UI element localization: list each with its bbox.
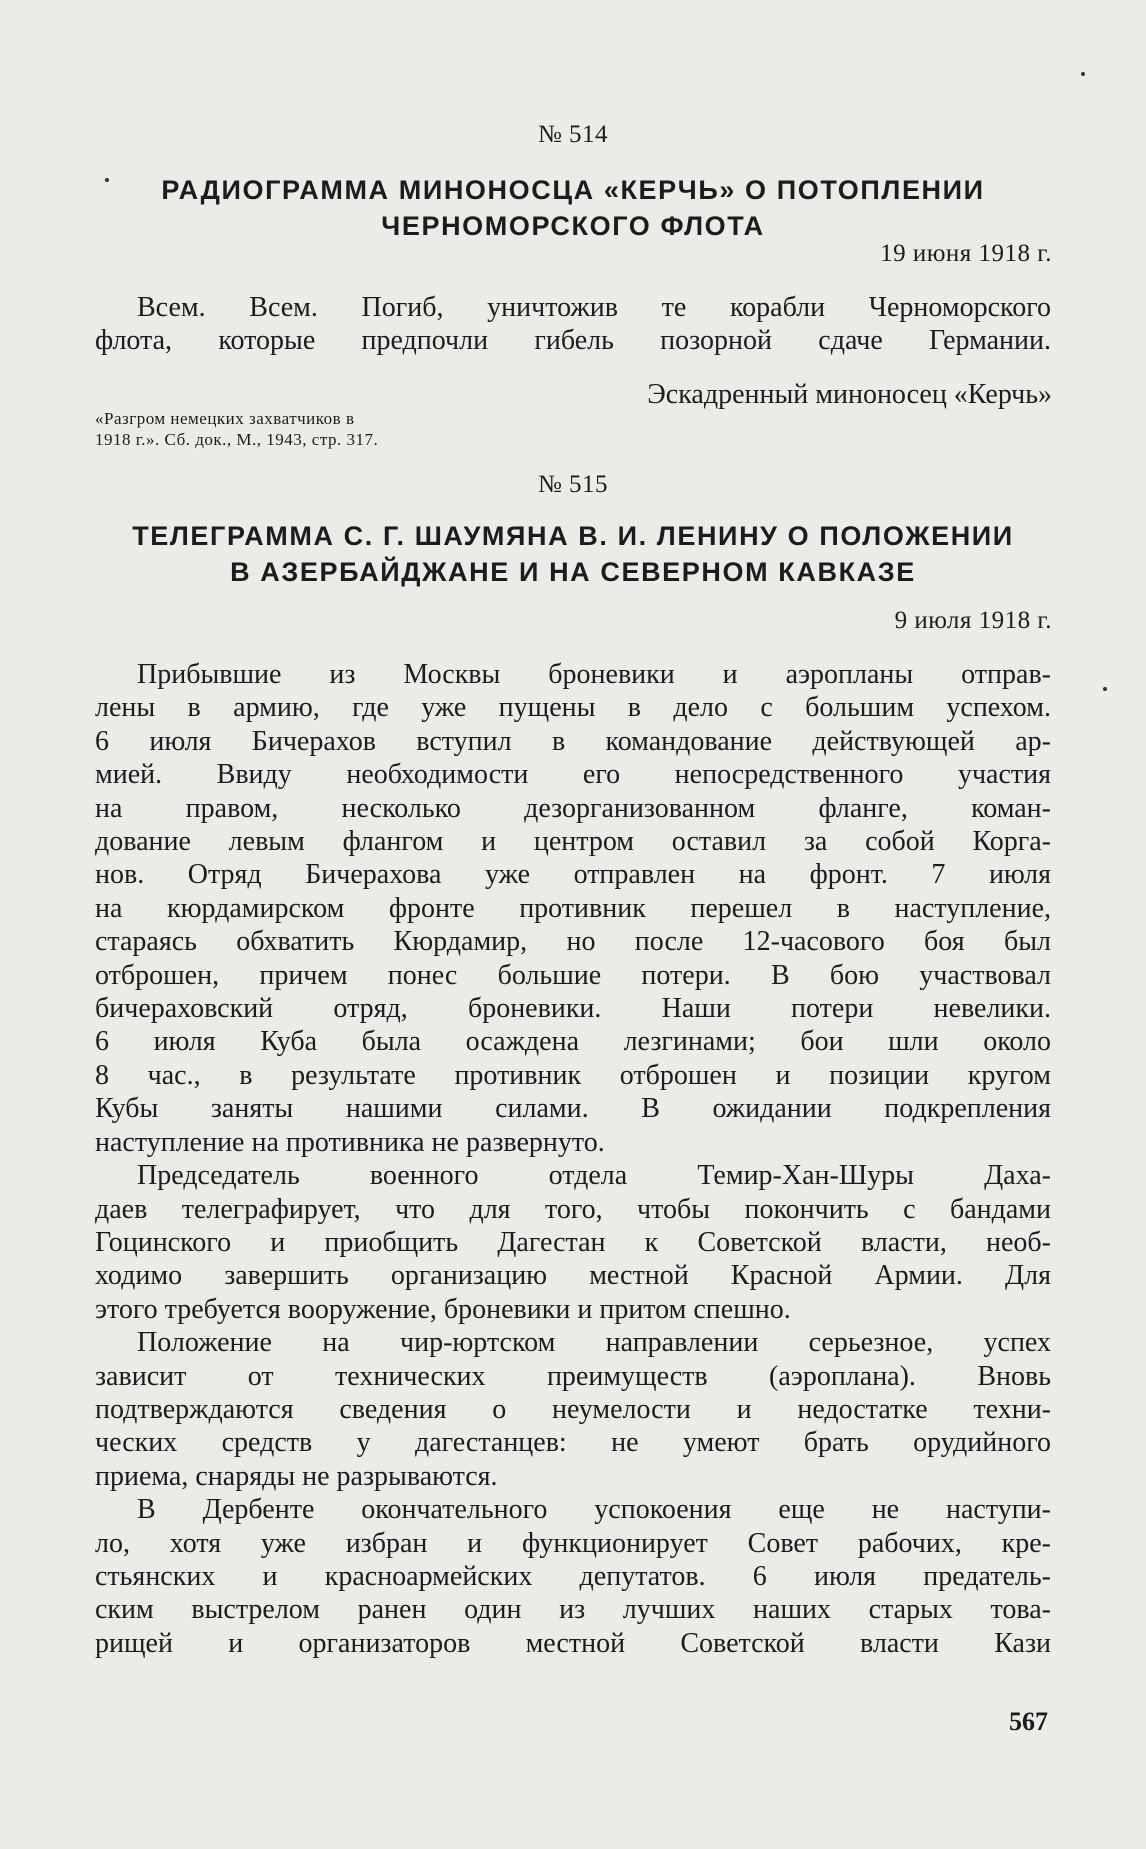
doc-514-body <box>95 291 1051 358</box>
body-line: стараясь обхватить Кюрдамир, но после 12-часового боя был <box>95 926 1051 958</box>
body-line: 8 час., в результате противник отброшен и позиции кругом <box>95 1059 1051 1091</box>
source-line: «Разгром немецких захватчиков в <box>95 409 355 428</box>
body-line: отброшен, причем понес большие потери. В бою участвовал <box>95 959 1051 991</box>
doc-514-signature: Эскадренный миноносец «Керчь» <box>647 379 1052 410</box>
page-number: 567 <box>1009 1707 1048 1736</box>
doc-514-title-line: ЧЕРНОМОРСКОГО ФЛОТА <box>381 211 765 241</box>
body-line: 6 июля Куба была осаждена лезгинами; бои шли около <box>95 1026 1051 1058</box>
body-line: нов. Отряд Бичерахова уже отправлен на фронт. 7 июля <box>95 859 1051 891</box>
body-line: дование левым флангом и центром оставил за собой Корга- <box>95 826 1051 858</box>
print-speck <box>1103 687 1107 691</box>
print-speck <box>1081 72 1085 76</box>
body-line: на правом, несколько дезорганизованном фланге, коман- <box>95 792 1051 824</box>
body-line: ческих средств у дагестанцев: не умеют брать орудийного <box>95 1427 1051 1459</box>
body-line: лены в армию, где уже пущены в дело с большим успехом. <box>95 692 1051 724</box>
body-line: Кубы заняты нашими силами. В ожидании подкрепления <box>95 1093 1051 1125</box>
body-line: этого требуется вооружение, броневики и притом спешно. <box>95 1293 791 1325</box>
body-line: рищей и организаторов местной Советской власти Кази <box>95 1627 1051 1659</box>
doc-514-title-line: РАДИОГРАММА МИНОНОСЦА «КЕРЧЬ» О ПОТОПЛЕНИИ <box>161 175 985 205</box>
doc-514-source <box>95 408 495 450</box>
body-line: ло, хотя уже избран и функционирует Совет рабочих, кре- <box>95 1527 1051 1559</box>
doc-515-title-line: ТЕЛЕГРАММА С. Г. ШАУМЯНА В. И. ЛЕНИНУ О ПОЛОЖЕНИИ <box>132 521 1014 551</box>
doc-515-title <box>90 518 1056 590</box>
body-line: Всем. Всем. Погиб, уничтожив те корабли Черноморского <box>137 292 1051 323</box>
body-line: приема, снаряды не разрываются. <box>95 1460 498 1492</box>
body-line: даев телеграфирует, что для того, чтобы покончить с бандами <box>95 1193 1051 1225</box>
body-line: наступление на противника не развернуто. <box>95 1126 605 1158</box>
body-line: ходимо завершить организацию местной Красной Армии. Для <box>95 1260 1051 1292</box>
body-line: флота, которые предпочли гибель позорной сдаче Германии. <box>95 325 1051 357</box>
body-line: Положение на чир-юртском направлении серьезное, успех <box>137 1327 1051 1359</box>
print-speck <box>105 178 109 182</box>
body-line: Председатель военного отдела Темир-Хан-Шуры Даха- <box>137 1160 1051 1192</box>
body-line: стьянских и красноармейских депутатов. 6 июля предатель- <box>95 1560 1051 1592</box>
body-line: 6 июля Бичерахов вступил в командование действующей ар- <box>95 725 1051 757</box>
body-line: на кюрдамирском фронте противник перешел в наступление, <box>95 892 1051 924</box>
body-line: мией. Ввиду необходимости его непосредственного участия <box>95 759 1051 791</box>
body-line: ским выстрелом ранен один из лучших наших старых това- <box>95 1594 1051 1626</box>
body-line: подтверждаются сведения о неумелости и недостатке техни- <box>95 1393 1051 1425</box>
doc-514-number: № 514 <box>537 121 609 148</box>
body-line: Прибывшие из Москвы броневики и аэропланы отправ- <box>137 659 1051 690</box>
source-line: 1918 г.». Сб. док., М., 1943, стр. 317. <box>95 430 379 449</box>
doc-515-body <box>95 658 1051 1660</box>
doc-514-date: 19 июня 1918 г. <box>880 240 1052 267</box>
body-line: бичераховский отряд, броневики. Наши потери невелики. <box>95 993 1051 1025</box>
body-line: Гоцинского и приобщить Дагестан к Советской власти, необ- <box>95 1226 1051 1258</box>
doc-515-number: № 515 <box>537 471 609 498</box>
doc-515-date: 9 июля 1918 г. <box>894 607 1052 634</box>
doc-514-title <box>90 172 1056 244</box>
doc-515-title-line: В АЗЕРБАЙДЖАНЕ И НА СЕВЕРНОМ КАВКАЗЕ <box>230 557 916 587</box>
body-line: В Дербенте окончательного успокоения еще не наступи- <box>137 1494 1051 1526</box>
body-line: зависит от технических преимуществ (аэроплана). Вновь <box>95 1360 1051 1392</box>
